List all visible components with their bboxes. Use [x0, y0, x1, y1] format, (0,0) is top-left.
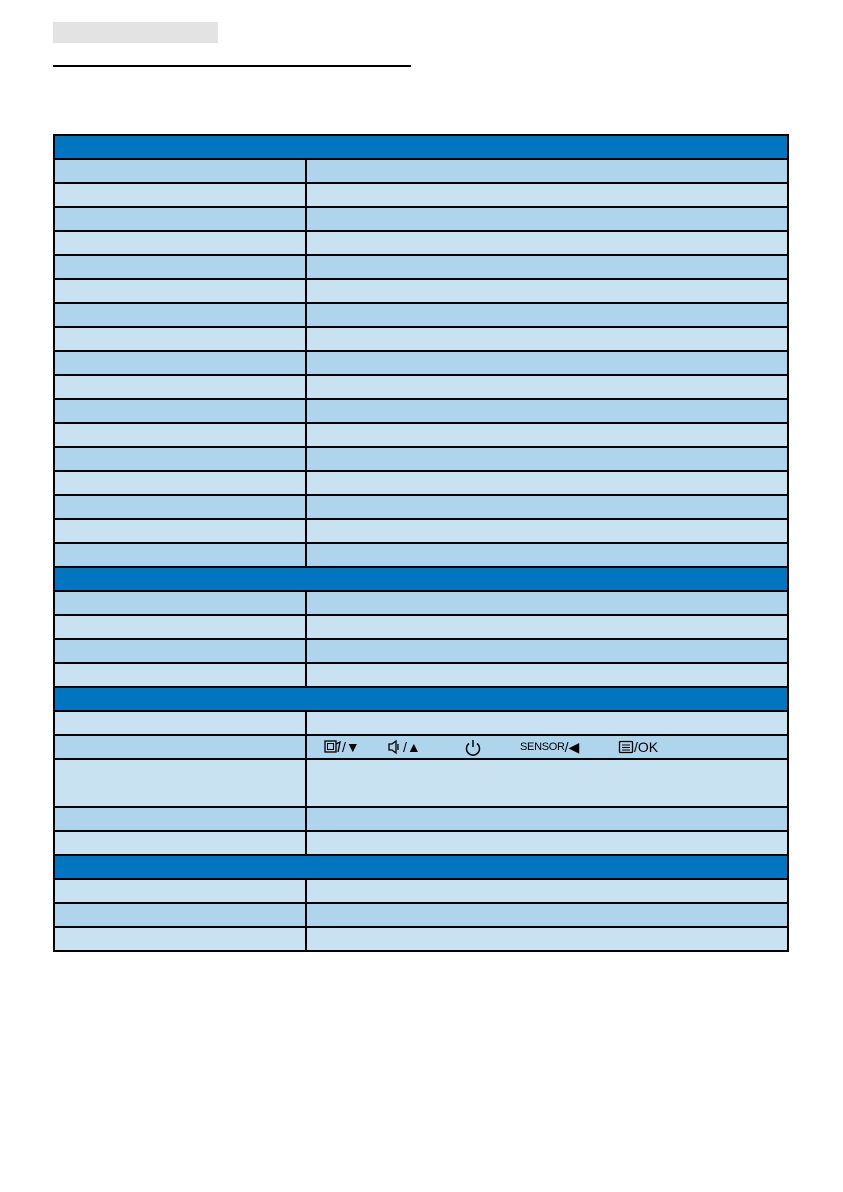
row-label — [55, 280, 307, 302]
row-value — [307, 904, 787, 926]
sensor-key — [520, 739, 579, 755]
row-label — [55, 328, 307, 350]
row-label — [55, 448, 307, 470]
row-value — [307, 592, 787, 614]
row-label — [55, 424, 307, 446]
table-row — [55, 904, 787, 928]
table-row — [55, 256, 787, 280]
menu-key-label: /OK — [634, 739, 659, 755]
row-value — [307, 208, 787, 230]
row-value — [307, 520, 787, 542]
row-value — [307, 328, 787, 350]
table-row — [55, 880, 787, 904]
row-value — [307, 352, 787, 374]
table-row — [55, 424, 787, 448]
row-label — [55, 736, 307, 758]
table-row — [55, 376, 787, 400]
table-row — [55, 664, 787, 688]
row-label — [55, 880, 307, 902]
volume-key-label: /▲ — [403, 739, 421, 755]
row-value — [307, 280, 787, 302]
row-value — [307, 880, 787, 902]
table-row — [55, 640, 787, 664]
row-value — [307, 664, 787, 686]
sensor-key-text: SENSOR — [520, 741, 565, 753]
row-value — [307, 304, 787, 326]
row-value — [307, 424, 787, 446]
input-key-label: /▼ — [342, 739, 360, 755]
input-key — [324, 739, 360, 755]
row-label — [55, 904, 307, 926]
row-value — [307, 376, 787, 398]
row-label — [55, 520, 307, 542]
table-row — [55, 544, 787, 568]
row-value — [307, 928, 787, 950]
row-label — [55, 496, 307, 518]
control-keys-cell — [307, 736, 787, 758]
row-label — [55, 664, 307, 686]
row-label — [55, 616, 307, 638]
menu-icon — [618, 739, 634, 755]
section-header-1 — [55, 136, 787, 160]
row-label — [55, 592, 307, 614]
table-row — [55, 616, 787, 640]
row-label — [55, 208, 307, 230]
row-label — [55, 352, 307, 374]
row-label — [55, 808, 307, 830]
row-value — [307, 760, 787, 806]
row-value — [307, 448, 787, 470]
row-label — [55, 256, 307, 278]
table-row — [55, 472, 787, 496]
table-row — [55, 712, 787, 736]
section-header-3 — [55, 688, 787, 712]
table-row — [55, 808, 787, 832]
row-value — [307, 808, 787, 830]
row-value — [307, 232, 787, 254]
row-label — [55, 640, 307, 662]
table-row — [55, 160, 787, 184]
table-row — [55, 232, 787, 256]
row-label — [55, 376, 307, 398]
row-label — [55, 400, 307, 422]
table-row — [55, 400, 787, 424]
row-label — [55, 472, 307, 494]
row-value — [307, 472, 787, 494]
table-row — [55, 280, 787, 304]
table-row — [55, 928, 787, 950]
row-label — [55, 544, 307, 566]
section-header-2 — [55, 568, 787, 592]
speaker-icon — [387, 739, 403, 755]
section-header-4 — [55, 856, 787, 880]
header-tab — [53, 22, 218, 43]
header-rule — [53, 65, 411, 67]
row-value — [307, 256, 787, 278]
power-key — [464, 739, 482, 757]
table-row — [55, 304, 787, 328]
row-value — [307, 496, 787, 518]
table-row — [55, 184, 787, 208]
row-label — [55, 712, 307, 734]
row-label — [55, 232, 307, 254]
row-label — [55, 760, 307, 806]
table-row — [55, 352, 787, 376]
table-row — [55, 592, 787, 616]
volume-key — [387, 739, 421, 755]
table-row — [55, 832, 787, 856]
row-value — [307, 544, 787, 566]
sensor-key-label: /◀ — [564, 739, 580, 755]
table-row — [55, 328, 787, 352]
row-value — [307, 400, 787, 422]
row-value — [307, 616, 787, 638]
menu-key — [618, 739, 658, 755]
table-row — [55, 760, 787, 808]
table-row — [55, 496, 787, 520]
table-row — [55, 520, 787, 544]
input-source-icon — [324, 739, 342, 755]
row-label — [55, 832, 307, 854]
row-value — [307, 160, 787, 182]
row-value — [307, 832, 787, 854]
row-label — [55, 928, 307, 950]
row-label — [55, 184, 307, 206]
row-value — [307, 712, 787, 734]
row-label — [55, 160, 307, 182]
row-label — [55, 304, 307, 326]
row-value — [307, 640, 787, 662]
row-value — [307, 184, 787, 206]
table-row — [55, 208, 787, 232]
table-row — [55, 448, 787, 472]
table-row-control-keys — [55, 736, 787, 760]
specification-table — [53, 134, 789, 952]
power-icon — [464, 739, 482, 757]
